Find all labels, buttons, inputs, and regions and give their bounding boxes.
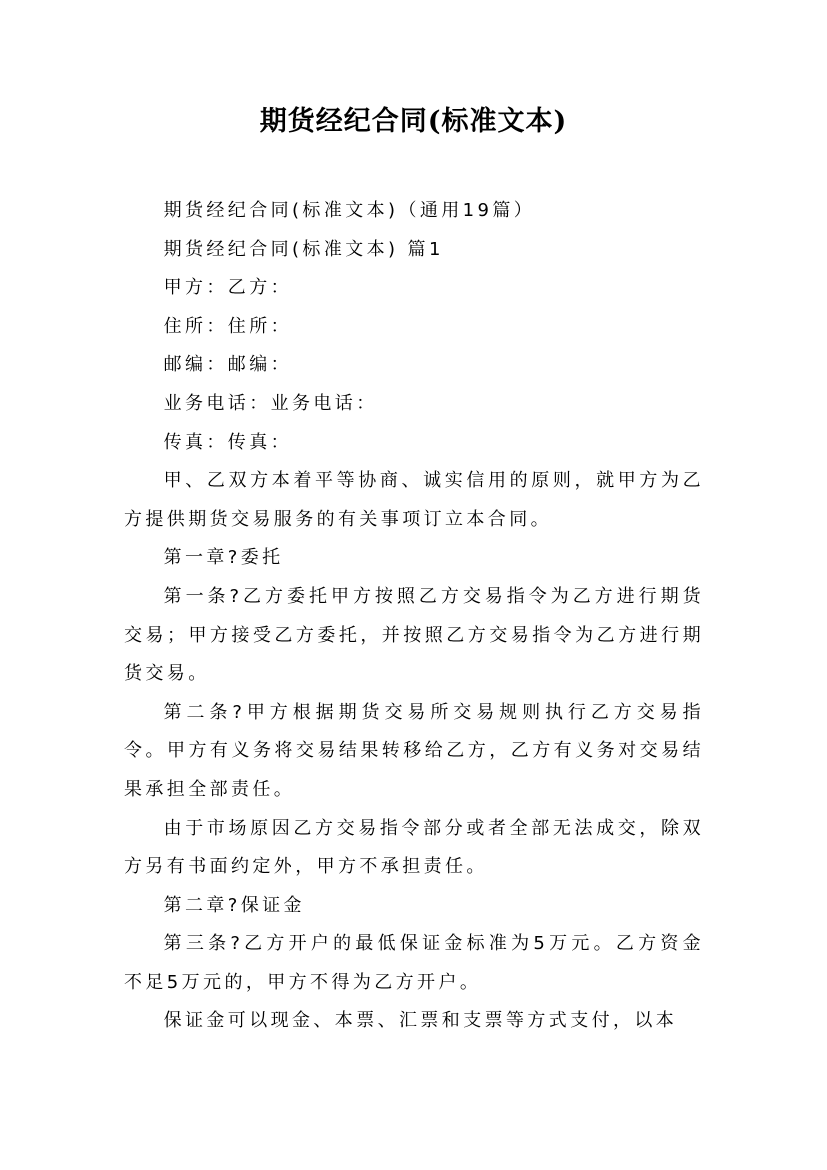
paragraph: 传真：传真： — [163, 431, 292, 453]
chapter-heading: 第二章?保证金 — [163, 894, 305, 916]
paragraph: 第三条?乙方开户的最低保证金标准为5万元。乙方资金不足5万元的，甲方不得为乙方开户。 — [124, 933, 704, 993]
paragraph: 邮编：邮编： — [163, 354, 292, 376]
paragraph: 甲方：乙方： — [163, 277, 292, 299]
paragraph: 由于市场原因乙方交易指令部分或者全部无法成交，除双方另有书面约定外，甲方不承担责任。 — [124, 817, 704, 878]
document-title: 期货经纪合同(标准文本) — [259, 106, 568, 137]
paragraph: 第一条?乙方委托甲方按照乙方交易指令为乙方进行期货交易；甲方接受乙方委托，并按照乙方交易指令为乙方进行期货交易。 — [124, 585, 704, 685]
paragraph: 住所：住所： — [163, 315, 292, 337]
chapter-heading: 第一章?委托 — [163, 547, 284, 569]
paragraph: 期货经纪合同(标准文本) 篇1 — [163, 238, 444, 260]
paragraph: 期货经纪合同(标准文本)（通用19篇） — [163, 200, 536, 221]
paragraph: 业务电话：业务电话： — [163, 392, 378, 414]
paragraph: 第二条?甲方根据期货交易所交易规则执行乙方交易指令。甲方有义务将交易结果转移给乙方，乙方有义务对交易结果承担全部责任。 — [124, 701, 704, 800]
paragraph: 保证金可以现金、本票、汇票和支票等方式支付，以本 — [163, 1010, 678, 1032]
document-body — [124, 192, 704, 1041]
paragraph: 甲、乙双方本着平等协商、诚实信用的原则，就甲方为乙方提供期货交易服务的有关事项订立本合同。 — [124, 470, 704, 530]
